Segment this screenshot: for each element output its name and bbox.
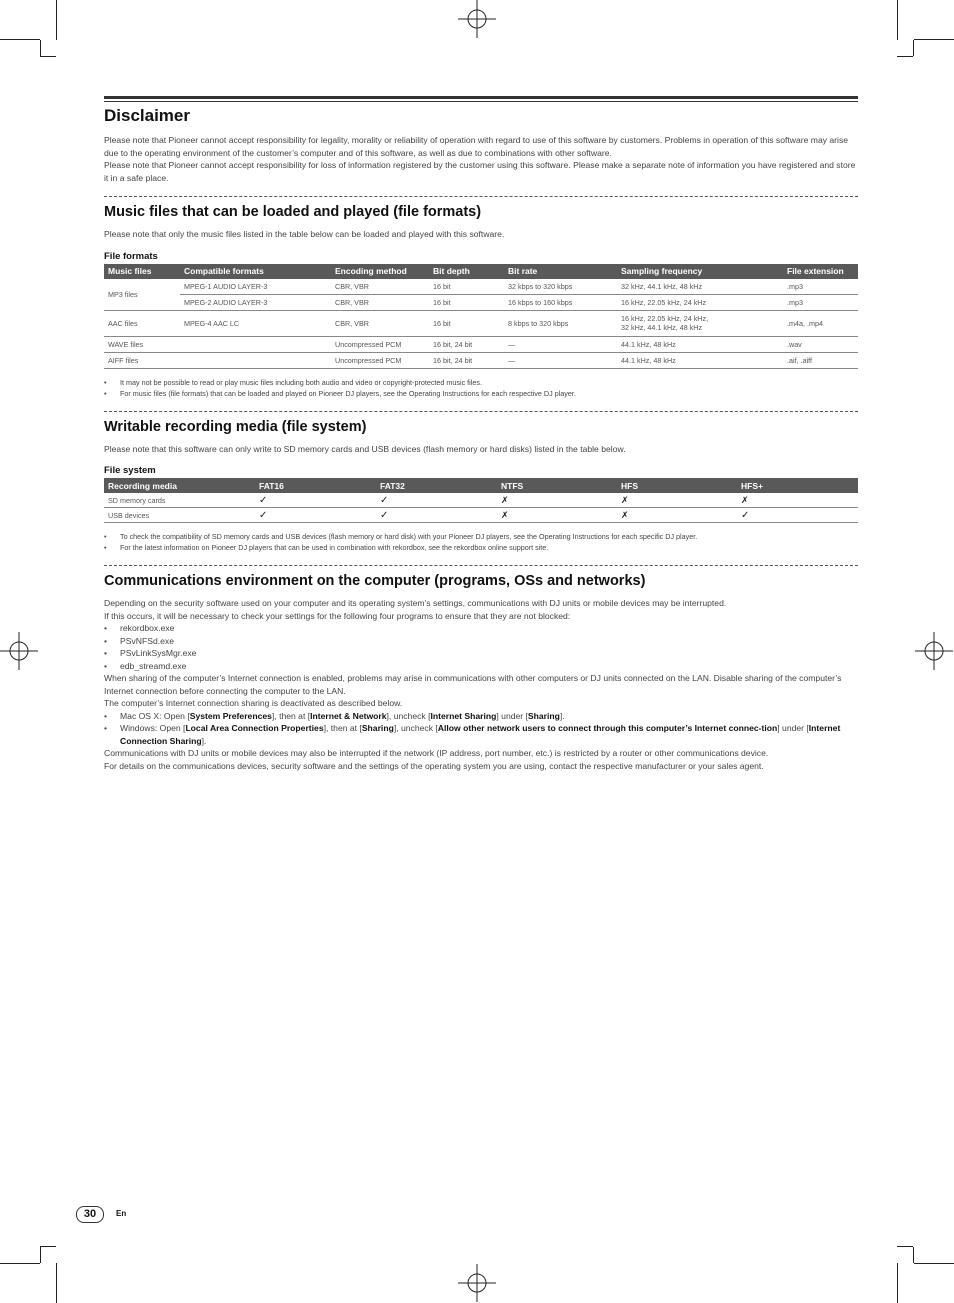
table-cell: CBR, VBR [331,310,429,336]
table-cell: CBR, VBR [331,279,429,295]
crop-mark [40,1247,41,1263]
table-cell: .mp3 [783,294,858,310]
communications-paragraph: The computer’s Internet connection sharing is deactivated as described below. [104,698,403,708]
table-header-row [104,264,858,279]
table-cell: CBR, VBR [331,294,429,310]
instruction-text: ], then at [ [271,710,311,721]
disclaimer-paragraph: Please note that Pioneer cannot accept responsibility for legality, morality or reliability of operation with regard to use of this software by customers. Problems in operation of this software may arise due to the operating environment of the customer’s computer and of this software, as well as due to combinations with other software. [104,135,849,158]
cell-line: 32 kHz, 44.1 kHz, 48 kHz [621,323,703,332]
column-header: File extension [783,264,858,279]
crop-mark [40,56,56,57]
top-rule [104,96,858,99]
check-mark-icon: ✓ [376,493,497,508]
crop-mark [40,1246,56,1247]
column-header: Recording media [104,478,255,493]
column-header: Music files [104,264,180,279]
list-item: • PSvLinkSysMgr.exe [104,647,858,660]
column-header: HFS [617,478,737,493]
registration-mark [458,1264,496,1302]
column-header: Sampling frequency [617,264,783,279]
check-mark-icon: ✓ [255,493,376,508]
instruction-text: ], then at [ [323,723,362,733]
windows-instruction [104,722,858,747]
table-cell: 44.1 kHz, 48 kHz [617,352,783,368]
crop-mark [897,56,913,57]
cross-mark-icon: ✗ [737,493,858,508]
table-cell: SD memory cards [104,493,255,508]
instruction-keyword: System Preferences [189,710,272,721]
file-system-title: File system [104,465,156,476]
instruction-keyword: Sharing [361,723,394,733]
instruction-text: ]. [201,735,207,746]
column-header: NTFS [497,478,617,493]
cross-mark-icon: ✗ [497,508,617,523]
table-row [104,493,858,508]
table-row [104,352,858,368]
instruction-text: ] under [ [777,723,809,733]
crop-mark [0,1263,40,1264]
table-cell: 44.1 kHz, 48 kHz [617,336,783,352]
program-list [104,622,858,672]
table-cell: MP3 files [104,279,180,311]
cross-mark-icon: ✗ [497,493,617,508]
communications-paragraph: For details on the communications devices, security software and the settings of the operating system you are using, contact the respective manufacturer or your sales agent. [104,760,764,771]
table-cell [617,310,783,336]
table-cell: 32 kHz, 44.1 kHz, 48 kHz [617,279,783,295]
file-system-table [104,478,858,523]
check-mark-icon: ✓ [255,508,376,523]
table-cell: 16 bit [429,310,504,336]
crop-mark [0,39,40,40]
table-cell: — [504,336,617,352]
table-row [104,336,858,352]
registration-mark [0,632,38,670]
table-row [104,508,858,523]
crop-mark [913,1247,914,1263]
table-row [104,294,858,310]
instruction-text: ]. [559,710,565,721]
check-mark-icon: ✓ [737,508,858,523]
crop-mark [913,40,914,56]
communications-paragraph: Communications with DJ units or mobile devices may also be interrupted if the network (IP address, port number, etc.) is restricted by a router or other communications device. [104,748,769,758]
table-cell: .aif, .aiff [783,352,858,368]
note-item: • For music files (file formats) that can be loaded and played on Pioneer DJ players, see the Operating Instructions for each respective DJ player. [104,388,858,399]
writable-media-intro: Please note that this software can only write to SD memory cards and USB devices (flash memory or hard disks) listed in the table below. [104,443,626,454]
table-cell [180,352,331,368]
table-cell: MPEG-2 AUDIO LAYER-3 [180,294,331,310]
communications-paragraph: If this occurs, it will be necessary to check your settings for the following four programs to ensure that they are not blocked: [104,610,571,621]
registration-mark [458,0,496,38]
table-cell: AAC files [104,310,180,336]
disclaimer-paragraph: Please note that Pioneer cannot accept responsibility for loss of information registered by the customer using this software. Please make a separate note of information you have registered and store it in a safe place. [104,160,856,183]
table-row [104,279,858,295]
table-cell: WAVE files [104,336,180,352]
table-cell: Uncompressed PCM [331,336,429,352]
os-instructions-list [104,710,858,748]
cross-mark-icon: ✗ [617,508,737,523]
list-item: • edb_streamd.exe [104,660,858,673]
column-header: FAT32 [376,478,497,493]
table-cell: — [504,352,617,368]
file-formats-table [104,264,858,369]
table-cell: 8 kbps to 320 kbps [504,310,617,336]
disclaimer-heading: Disclaimer [104,106,190,125]
instruction-keyword: Local Area Connection Properties [185,723,324,733]
instruction-keyword: Sharing [527,710,560,721]
communications-paragraph: When sharing of the computer’s Internet connection is enabled, problems may arise in communications with other computers or DJ units connected on the LAN. Disable sharing of the computer’s Internet connection before connecting the computer to the LAN. [104,673,842,696]
file-system-notes [104,531,858,553]
table-cell: USB devices [104,508,255,523]
table-cell: .mp3 [783,279,858,295]
table-header-row [104,478,858,493]
table-cell: AIFF files [104,352,180,368]
music-files-heading: Music files that can be loaded and played (file formats) [104,204,482,220]
music-files-intro: Please note that only the music files listed in the table below can be loaded and played with this software. [104,229,505,239]
cell-line: 16 kHz, 22.05 kHz, 24 kHz, [621,314,709,323]
column-header: HFS+ [737,478,858,493]
page-number: 30 [76,1206,104,1223]
instruction-text: Windows: Open [ [120,723,186,733]
instruction-text: ], uncheck [ [386,710,431,721]
instruction-keyword: Internet Connection Sharing [120,723,841,746]
cross-mark-icon: ✗ [617,493,737,508]
crop-mark [56,1263,57,1303]
column-header: Bit rate [504,264,617,279]
table-cell: 16 bit [429,294,504,310]
note-item: • It may not be possible to read or play music files including both audio and video or copyright-protected music files. [104,377,858,388]
communications-heading: Communications environment on the computer (programs, OSs and networks) [104,573,646,589]
section-divider [104,411,858,412]
section-divider [104,196,858,197]
language-label: En [116,1209,127,1218]
table-cell: 16 kbps to 160 kbps [504,294,617,310]
crop-mark [914,39,954,40]
crop-mark [914,1263,954,1264]
instruction-keyword: Internet & Network [310,710,387,721]
note-item: • For the latest information on Pioneer DJ players that can be used in combination with rekordbox, see the rekordbox online support site. [104,542,858,553]
table-cell: 16 kHz, 22.05 kHz, 24 kHz [617,294,783,310]
crop-mark [897,1246,913,1247]
table-cell: 32 kbps to 320 kbps [504,279,617,295]
crop-mark [897,1263,898,1303]
table-cell: 16 bit, 24 bit [429,336,504,352]
table-cell [180,336,331,352]
note-item: • To check the compatibility of SD memory cards and USB devices (flash memory or hard disk) with your Pioneer DJ players, see the Operating Instructions for each specific DJ player. [104,531,858,542]
list-item: • PSvNFSd.exe [104,635,858,648]
table-row [104,310,858,336]
section-divider [104,565,858,566]
instruction-keyword: Allow other network users to connect through this computer’s Internet connec-tion [437,723,778,733]
list-item: • rekordbox.exe [104,622,858,635]
crop-mark [56,0,57,40]
file-formats-notes [104,377,858,399]
instruction-text: ] under [ [496,710,528,721]
page-content [104,96,858,772]
mac-instruction [104,710,858,723]
instruction-text: Mac OS X: Open [ [120,710,190,721]
instruction-keyword: Internet Sharing [430,710,497,721]
registration-mark [915,632,953,670]
communications-paragraph: Depending on the security software used on your computer and its operating system’s settings, communications with DJ units or mobile devices may be interrupted. [104,598,727,608]
instruction-text: ], uncheck [ [393,723,438,733]
crop-mark [40,40,41,56]
writable-media-heading: Writable recording media (file system) [104,418,367,435]
table-cell: .m4a, .mp4 [783,310,858,336]
crop-mark [897,0,898,40]
table-cell: MPEG-1 AUDIO LAYER-3 [180,279,331,295]
column-header: Compatible formats [180,264,331,279]
column-header: Encoding method [331,264,429,279]
table-cell: 16 bit, 24 bit [429,352,504,368]
table-cell: 16 bit [429,279,504,295]
column-header: FAT16 [255,478,376,493]
table-cell: MPEG-4 AAC LC [180,310,331,336]
check-mark-icon: ✓ [376,508,497,523]
table-cell: Uncompressed PCM [331,352,429,368]
file-formats-title: File formats [104,250,158,262]
column-header: Bit depth [429,264,504,279]
top-rule-thin [104,101,858,102]
table-cell: .wav [783,336,858,352]
